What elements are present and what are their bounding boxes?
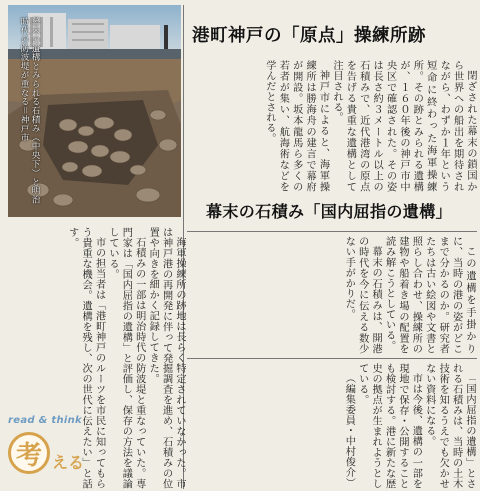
think-logo-suffix: える xyxy=(52,453,85,472)
article-block-top-right xyxy=(187,60,477,192)
paragraph: 海軍操練所の跡地は長らく特定されていなかった。市は神戸港の再開発に伴って発掘調査を進め、石積みの位置や向きを細かく記録してきた。 xyxy=(147,227,185,489)
paragraph: 市は今後、遺構の一部を現地で保存・公開することも検討する。港に新たな歴史の拠点が生まれようとしている。 xyxy=(356,363,422,489)
article-block-middle-right xyxy=(188,236,476,354)
excavation-photo xyxy=(8,5,181,217)
paragraph: この遺構を手掛かりに、当時の港の姿がどこまで分かるのか。研究者たちは古い絵図や文書と照らし合わせ、操練所の建物や船着き場の配置を読み解こうとしている。 xyxy=(383,236,475,354)
paragraph: 幕末の石積みは、開港の時代を今に伝える数少ない手がかりだ。 xyxy=(343,236,382,354)
read-think-label: read & think xyxy=(8,415,83,426)
think-logo-icon xyxy=(8,432,50,474)
byline: （編集委員・中村俊介） xyxy=(343,373,355,489)
paragraph: 閉ざされた幕末の鎖国から世界への船出を期待されながら、わずか１年という短命に終わった海軍操練所。その跡とみられる遺構が、１６０年後の神戸市中央区で確認された。その姿は長さ約３メートル以上の石積みで、近代港湾の原点を告げる貴重な遺構として注目される。 xyxy=(330,60,476,192)
think-logo-character: 考 xyxy=(15,440,42,471)
headline: 港町神戸の「原点」操練所跡 xyxy=(192,26,426,46)
photo-caption: 幕末の遺構とみられる石積み（中央下）と明治時代の防波堤が重なる＝神戸市 xyxy=(19,17,40,204)
article-block-bottom-right xyxy=(188,363,476,489)
section-divider xyxy=(187,358,477,359)
paragraph: 石積みの一部は明治時代の防波堤と重なっていた。専門家は「国内屈指の遺構」と評価し、保存の方法を議論している。 xyxy=(106,227,145,489)
paragraph: 神戸市によると、海軍操練所は勝海舟の建言で幕府が開設。坂本龍馬ら多くの若者が集い、航海術などを学んだとされる。 xyxy=(263,60,329,192)
paragraph: 市の担当者は「港町神戸のルーツを市民に知ってもらう貴重な機会。遺構を残し、次の世代に伝えたい」と話す。 xyxy=(66,227,105,489)
subheadline: 幕末の石積み「国内屈指の遺構」 xyxy=(206,202,453,221)
paragraph: 「国内屈指の遺構」とされる石積みは、当時の土木技術を知るうえでも欠かせない資料になる。 xyxy=(423,363,475,489)
section-divider xyxy=(187,231,477,232)
